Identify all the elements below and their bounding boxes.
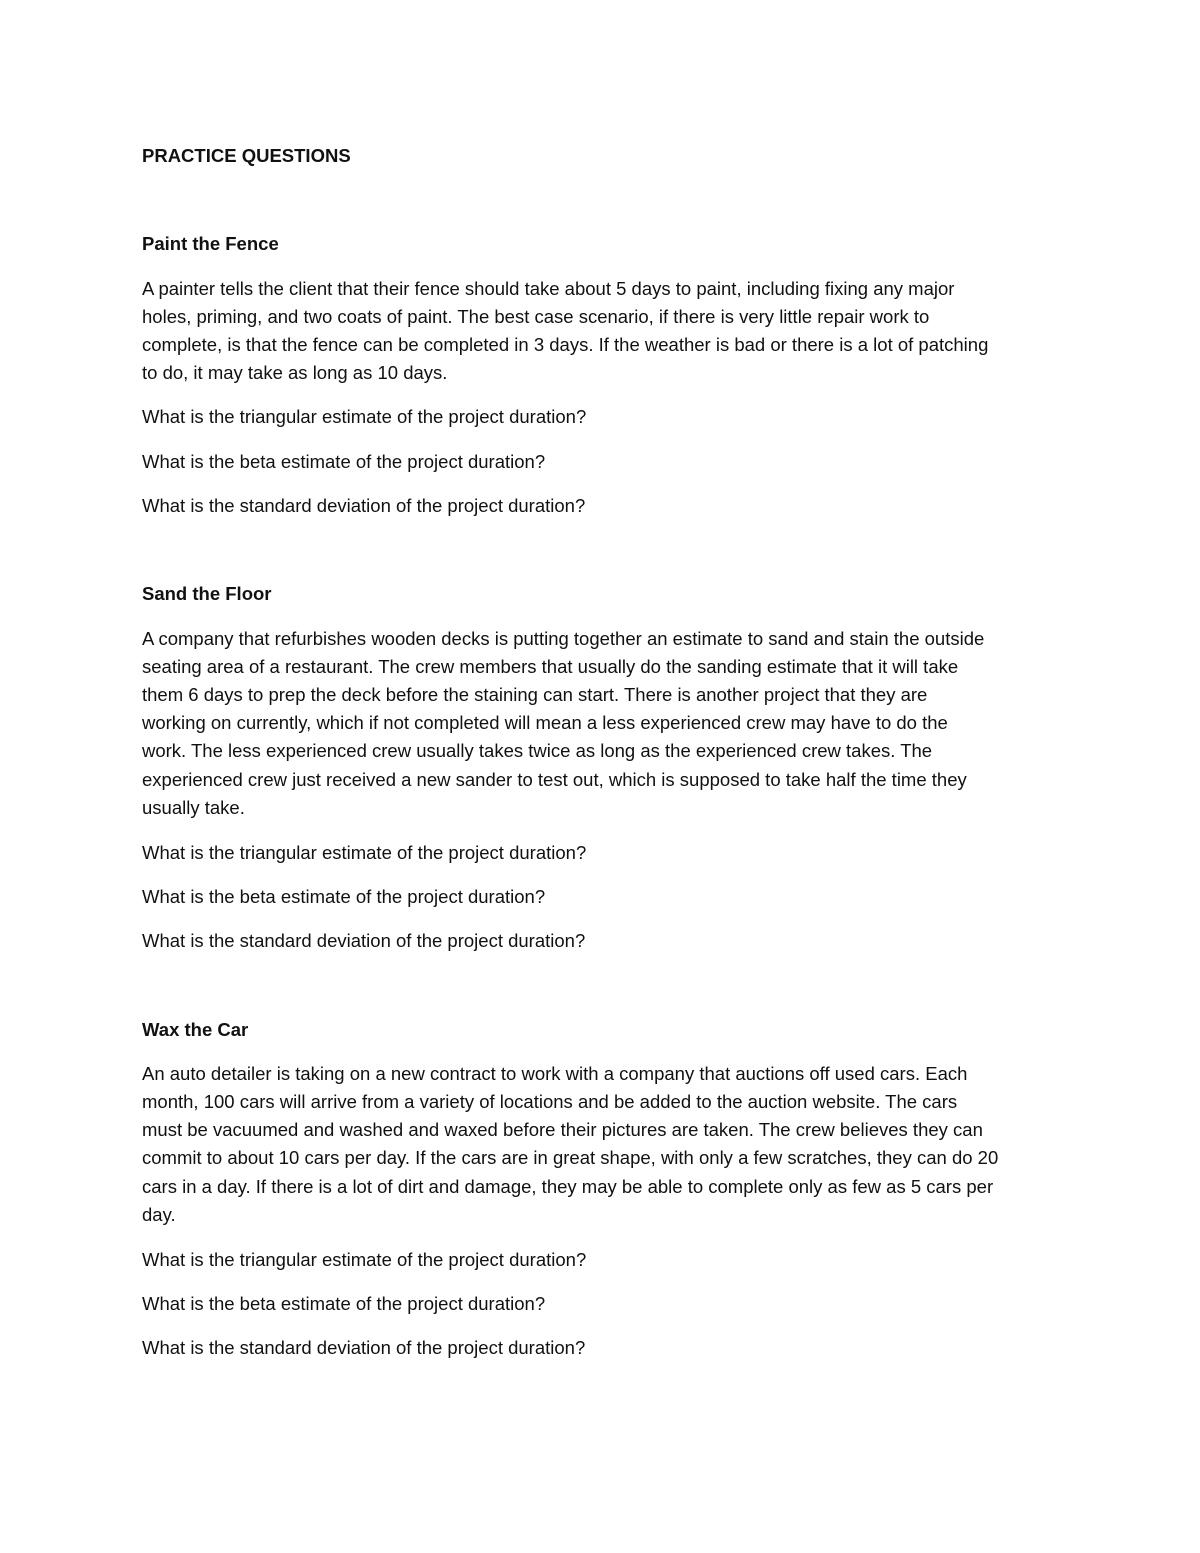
question-triangular-estimate: What is the triangular estimate of the project duration? <box>142 406 587 427</box>
question-triangular-estimate: What is the triangular estimate of the project duration? <box>142 842 587 863</box>
paragraph-line: holes, priming, and two coats of paint. The best case scenario, if there is very little repair work to <box>142 306 930 327</box>
section-heading: Sand the Floor <box>142 583 272 604</box>
paragraph-line: experienced crew just received a new sander to test out, which is supposed to take half the time they <box>142 769 967 790</box>
paragraph-line: must be vacuumed and washed and waxed before their pictures are taken. The crew believes they can <box>142 1119 983 1140</box>
paragraph-line: usually take. <box>142 797 245 818</box>
paragraph-line: to do, it may take as long as 10 days. <box>142 362 448 383</box>
paragraph-line: working on currently, which if not completed will mean a less experienced crew may have to do the <box>142 712 948 733</box>
paragraph-line: them 6 days to prep the deck before the staining can start. There is another project that they are <box>142 684 928 705</box>
paragraph-line: day. <box>142 1204 176 1225</box>
question-standard-deviation: What is the standard deviation of the project duration? <box>142 930 586 951</box>
question-standard-deviation: What is the standard deviation of the project duration? <box>142 1337 586 1358</box>
paragraph-line: seating area of a restaurant. The crew members that usually do the sanding estimate that it will take <box>142 656 959 677</box>
question-beta-estimate: What is the beta estimate of the project duration? <box>142 451 546 472</box>
paragraph-line: complete, is that the fence can be completed in 3 days. If the weather is bad or there is a lot of patching <box>142 334 989 355</box>
paragraph-line: A painter tells the client that their fence should take about 5 days to paint, including fixing any major <box>142 278 955 299</box>
document-title: PRACTICE QUESTIONS <box>142 145 351 166</box>
section-heading: Wax the Car <box>142 1019 249 1040</box>
paragraph-line: work. The less experienced crew usually takes twice as long as the experienced crew takes. The <box>142 740 933 761</box>
question-beta-estimate: What is the beta estimate of the project duration? <box>142 886 546 907</box>
question-beta-estimate: What is the beta estimate of the project duration? <box>142 1293 546 1314</box>
paragraph-line: An auto detailer is taking on a new contract to work with a company that auctions off used cars. Each <box>142 1063 968 1084</box>
section-heading: Paint the Fence <box>142 233 279 254</box>
paragraph-line: commit to about 10 cars per day. If the cars are in great shape, with only a few scratches, they can do 20 <box>142 1147 999 1168</box>
paragraph-line: cars in a day. If there is a lot of dirt and damage, they may be able to complete only as few as 5 cars per <box>142 1176 994 1197</box>
question-standard-deviation: What is the standard deviation of the project duration? <box>142 495 586 516</box>
question-triangular-estimate: What is the triangular estimate of the project duration? <box>142 1249 587 1270</box>
paragraph-line: A company that refurbishes wooden decks is putting together an estimate to sand and stain the outside <box>142 628 985 649</box>
paragraph-line: month, 100 cars will arrive from a variety of locations and be added to the auction website. The cars <box>142 1091 958 1112</box>
